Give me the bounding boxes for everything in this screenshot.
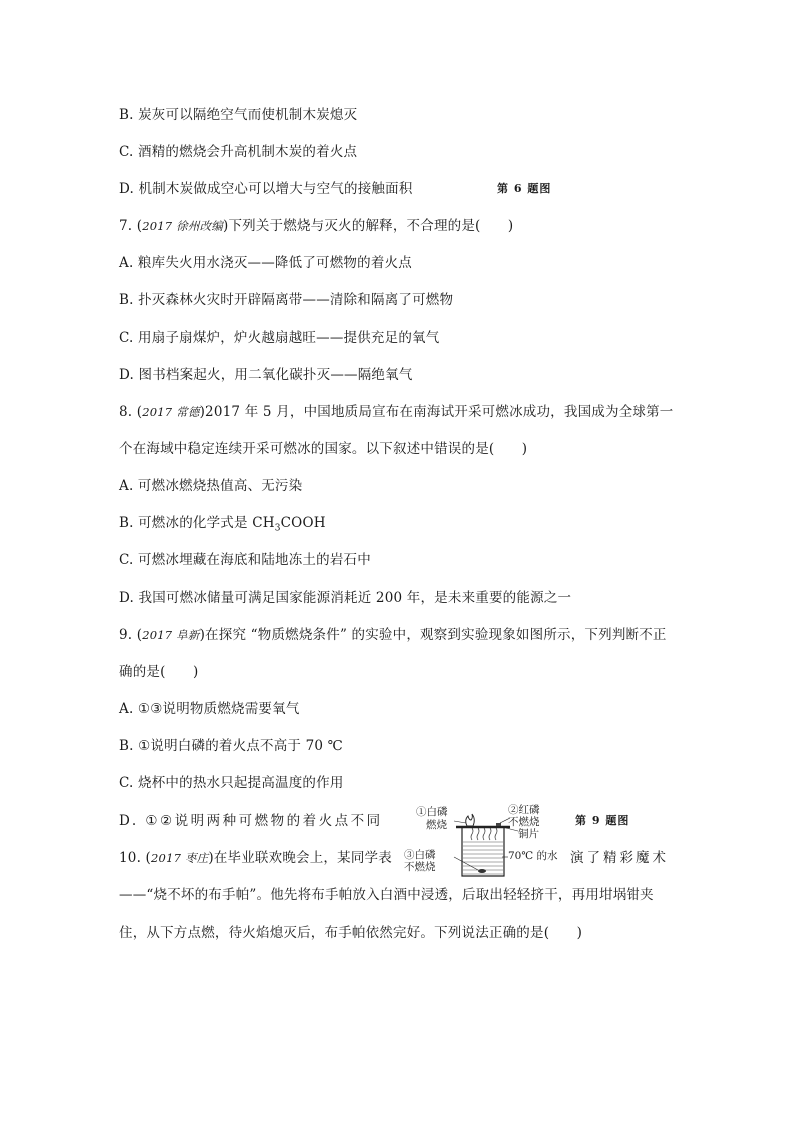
q6-option-b: B. 炭灰可以隔绝空气而使机制木炭熄灭 (119, 107, 358, 123)
q8-option-c: C. 可燃冰埋藏在海底和陆地冻土的岩石中 (119, 552, 371, 568)
q8-option-b (119, 514, 326, 538)
q10-stem-line3: 住，从下方点燃，待火焰熄灭后，布手帕依然完好。下列说法正确的是( ) (119, 925, 583, 941)
q9-source: 2017 阜新 (142, 628, 200, 642)
q7-option-a: A. 粮库失火用水浇灭——降低了可燃物的着火点 (119, 255, 412, 271)
fig-label-water: 70℃ 的水 (508, 850, 558, 862)
beaker (462, 827, 504, 876)
q9-number: 9. ( (119, 627, 143, 643)
q7-source: 2017 徐州改编 (142, 219, 223, 233)
q9-stem-line2: 确的是( ) (119, 664, 199, 680)
fig-label-2-line2: 不燃烧 (508, 816, 540, 828)
q6-option-d: D. 机制木炭做成空心可以增大与空气的接触面积 (119, 181, 413, 197)
q7-stem (119, 217, 513, 235)
q7-stem-text: )下列关于燃烧与灭火的解释，不合理的是( ) (222, 218, 514, 234)
q8-option-b-sub: 3 (274, 523, 281, 534)
q9-stem-line1 (119, 626, 667, 644)
steam (471, 828, 497, 840)
q6-figure-caption: 第 6 题图 (497, 182, 552, 195)
q8-option-b-post: COOH (280, 515, 326, 531)
q7-option-d: D. 图书档案起火，用二氧化碳扑灭——隔绝氧气 (119, 367, 413, 383)
q7-option-b: B. 扑灭森林火灾时开辟隔离带——清除和隔离了可燃物 (119, 292, 454, 308)
fig-label-3-line2: 不燃烧 (404, 861, 436, 873)
q8-option-b-pre: B. 可燃冰的化学式是 CH (119, 515, 275, 531)
fig-label-2-line1: ②红磷 (508, 804, 540, 816)
q10-number: 10. ( (119, 850, 152, 866)
red-phosphorus (496, 823, 501, 826)
q8-stem-text1: )2017 年 5 月，中国地质局宣布在南海试开采可燃冰成功，我国成为全球第一 (199, 404, 674, 420)
q8-source: 2017 常德 (142, 405, 200, 419)
q8-option-d: D. 我国可燃冰储量可满足国家能源消耗近 200 年，是未来重要的能源之一 (119, 590, 572, 606)
q9-option-c: C. 烧杯中的热水只起提高温度的作用 (119, 775, 344, 791)
q10-stem-line1b: 演了精彩魔术 (570, 850, 669, 866)
q9-figure (398, 800, 568, 880)
q7-number: 7. ( (119, 218, 143, 234)
q10-stem-text1a: )在毕业联欢晚会上，某同学表 (208, 850, 392, 866)
q9-option-a: A. ①③说明物质燃烧需要氧气 (119, 701, 300, 717)
fig-label-1-line1: ①白磷 (416, 806, 448, 818)
q8-number: 8. ( (119, 404, 143, 420)
q9-option-d: D. ①②说明两种可燃物的着火点不同 (119, 813, 383, 829)
q10-source: 2017 枣庄 (151, 851, 209, 865)
q8-stem-line1 (119, 403, 673, 421)
q9-figure-caption: 第 9 题图 (575, 814, 630, 827)
q6-option-c: C. 酒精的燃烧会升高机制木炭的着火点 (119, 144, 358, 160)
submerged-phosphorus (478, 869, 486, 873)
q8-stem-line2: 个在海域中稳定连续开采可燃冰的国家。以下叙述中错误的是( ) (119, 441, 528, 457)
flame-icon (466, 814, 475, 826)
q9-option-b: B. ①说明白磷的着火点不高于 70 ℃ (119, 738, 343, 754)
q10-stem-line1a (119, 849, 392, 867)
q8-option-a: A. 可燃冰燃烧热值高、无污染 (119, 478, 303, 494)
fig-label-copper: 铜片 (518, 828, 539, 840)
q10-stem-line2: ——“烧不坏的布手帕”。他先将布手帕放入白酒中浸透，后取出轻轻挤干，再用坩埚钳夹 (119, 887, 654, 903)
q9-stem-text1: )在探究 “物质燃烧条件” 的实验中，观察到实验现象如图所示，下列判断不正 (199, 627, 667, 643)
q7-option-c: C. 用扇子扇煤炉，炉火越扇越旺——提供充足的氧气 (119, 330, 440, 346)
fig-label-3-line1: ③白磷 (404, 849, 436, 861)
fig-label-1-line2: 燃烧 (426, 819, 447, 831)
